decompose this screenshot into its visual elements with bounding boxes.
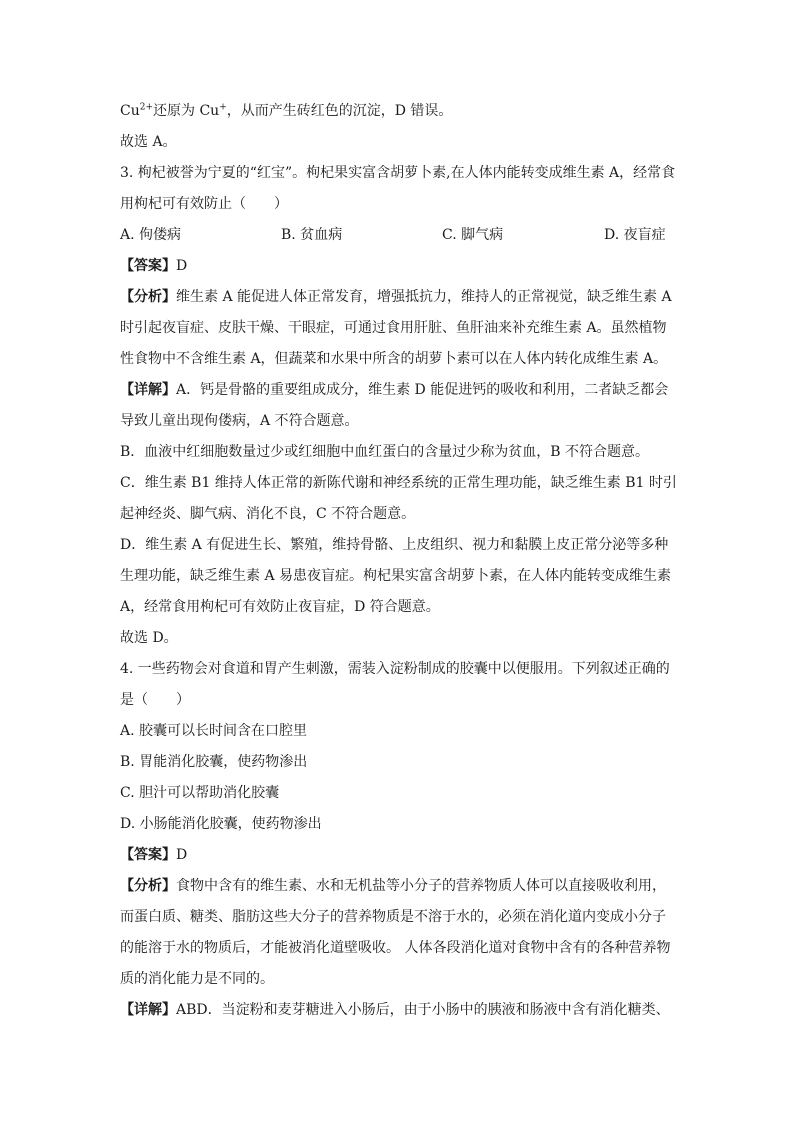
q3-detail-d-line-3: A，经常食用枸杞可有效防止夜盲症，D 符合题意。 <box>120 599 440 615</box>
q4-option-a: A. 胶囊可以长时间含在口腔里 <box>120 723 308 739</box>
q4-analysis-line-4: 质的消化能力是不同的。 <box>120 971 274 987</box>
q3-option-c: C. 脚气病 <box>442 227 504 243</box>
document-page <box>120 96 676 1026</box>
q4-option-c: C. 胆汁可以帮助消化胶囊 <box>120 785 280 801</box>
q3-analysis-line-3: 性食物中不含维生素 A，但蔬菜和水果中所含的胡萝卜素可以在人体内转化成维生素 A。 <box>120 351 668 367</box>
q3-analysis-line-1 <box>120 282 676 313</box>
q4-answer <box>120 840 676 871</box>
fragment-cu: Cu <box>120 103 140 119</box>
q4-option-d: D. 小肠能消化胶囊，使药物渗出 <box>120 816 322 832</box>
q4-stem-line-2: 是（ ） <box>120 692 190 708</box>
q3-detail-d-line-1: D．维生素 A 有促进生长、繁殖，维持骨骼、上皮组织、视力和黏膜上皮正常分泌等多种 <box>120 537 669 553</box>
q3-option-d: D. 夜盲症 <box>604 227 666 243</box>
q3-detail-a-line-2: 导致儿童出现佝偻病，A 不符合题意。 <box>120 413 359 429</box>
fragment-cu-mid: 还原为 Cu <box>153 103 220 119</box>
q4-option-b: B. 胃能消化胶囊，使药物渗出 <box>120 754 308 770</box>
q3-options <box>120 220 676 251</box>
q4-analysis-line-3: 的能溶于水的物质后，才能被消化道壁吸收。 人体各段消化道对食物中含有的各种营养物 <box>120 940 671 956</box>
q4-stem-line-1: 4. 一些药物会对食道和胃产生刺激，需装入淀粉制成的胶囊中以便服用。下列叙述正确的 <box>120 661 670 677</box>
q3-detail-d-line-2: 生理功能，缺乏维生素 A 易患夜盲症。枸杞果实富含胡萝卜素，在人体内能转变成维生素 <box>120 568 672 584</box>
q4-detail-text-1: ABD．当淀粉和麦芽糖进入小肠后，由于小肠中的胰液和肠液中含有消化糖类、 <box>176 1002 670 1018</box>
q4-detail-line-1 <box>120 995 676 1026</box>
q3-stem-line-1: 3. 枸杞被誉为宁夏的“红宝”。枸杞果实富含胡萝卜素,在人体内能转变成维生素 A，经常食 <box>120 165 676 181</box>
fragment-line <box>120 96 676 127</box>
fragment-cu-charge-2: 2+ <box>139 102 154 113</box>
q3-detail-c-line-1: C．维生素 B1 维持人体正常的新陈代谢和神经系统的正常生理功能，缺乏维生素 B1 时引 <box>120 475 677 491</box>
q3-detail-line-1 <box>120 375 676 406</box>
q3-analysis-text-1: 维生素 A 能促进人体正常发育，增强抵抗力，维持人的正常视觉，缺乏维生素 A <box>176 289 672 305</box>
q3-detail-b: B．血液中红细胞数量过少或红细胞中血红蛋白的含量过少称为贫血，B 不符合题意。 <box>120 444 650 460</box>
q3-answer-value: D <box>176 258 188 274</box>
q4-answer-value: D <box>176 847 188 863</box>
q3-option-a: A. 佝偻病 <box>120 227 182 243</box>
q3-choice: 故选 D。 <box>120 630 178 646</box>
q3-analysis-tag: 【分析】 <box>120 289 176 305</box>
q4-answer-tag: 【答案】 <box>120 847 176 863</box>
q3-answer-tag: 【答案】 <box>120 258 176 274</box>
q4-analysis-tag: 【分析】 <box>120 878 176 894</box>
fragment-choice: 故选 A。 <box>120 134 177 150</box>
q3-option-b: B. 贫血病 <box>281 227 343 243</box>
q4-analysis-text-1: 食物中含有的维生素、水和无机盐等小分子的营养物质人体可以直接吸收利用， <box>176 878 666 894</box>
q3-answer <box>120 251 676 282</box>
q4-detail-tag: 【详解】 <box>120 1002 176 1018</box>
q3-detail-a-text-1: A．钙是骨骼的重要组成成分，维生素 D 能促进钙的吸收和利用，二者缺乏都会 <box>176 382 669 398</box>
q4-analysis-line-1 <box>120 871 676 902</box>
fragment-cu-charge-1: + <box>219 102 227 113</box>
q4-analysis-line-2: 而蛋白质、糖类、脂肪这些大分子的营养物质是不溶于水的，必须在消化道内变成小分子 <box>120 909 666 925</box>
fragment-cu-suffix: ，从而产生砖红色的沉淀，D 错误。 <box>226 103 453 119</box>
q3-stem-line-2: 用枸杞可有效防止（ ） <box>120 196 288 212</box>
q3-analysis-line-2: 时引起夜盲症、皮肤干燥、干眼症，可通过食用肝脏、鱼肝油来补充维生素 A。虽然植物 <box>120 320 667 336</box>
q3-detail-c-line-2: 起神经炎、脚气病、消化不良，C 不符合题意。 <box>120 506 416 522</box>
q3-detail-tag: 【详解】 <box>120 382 176 398</box>
